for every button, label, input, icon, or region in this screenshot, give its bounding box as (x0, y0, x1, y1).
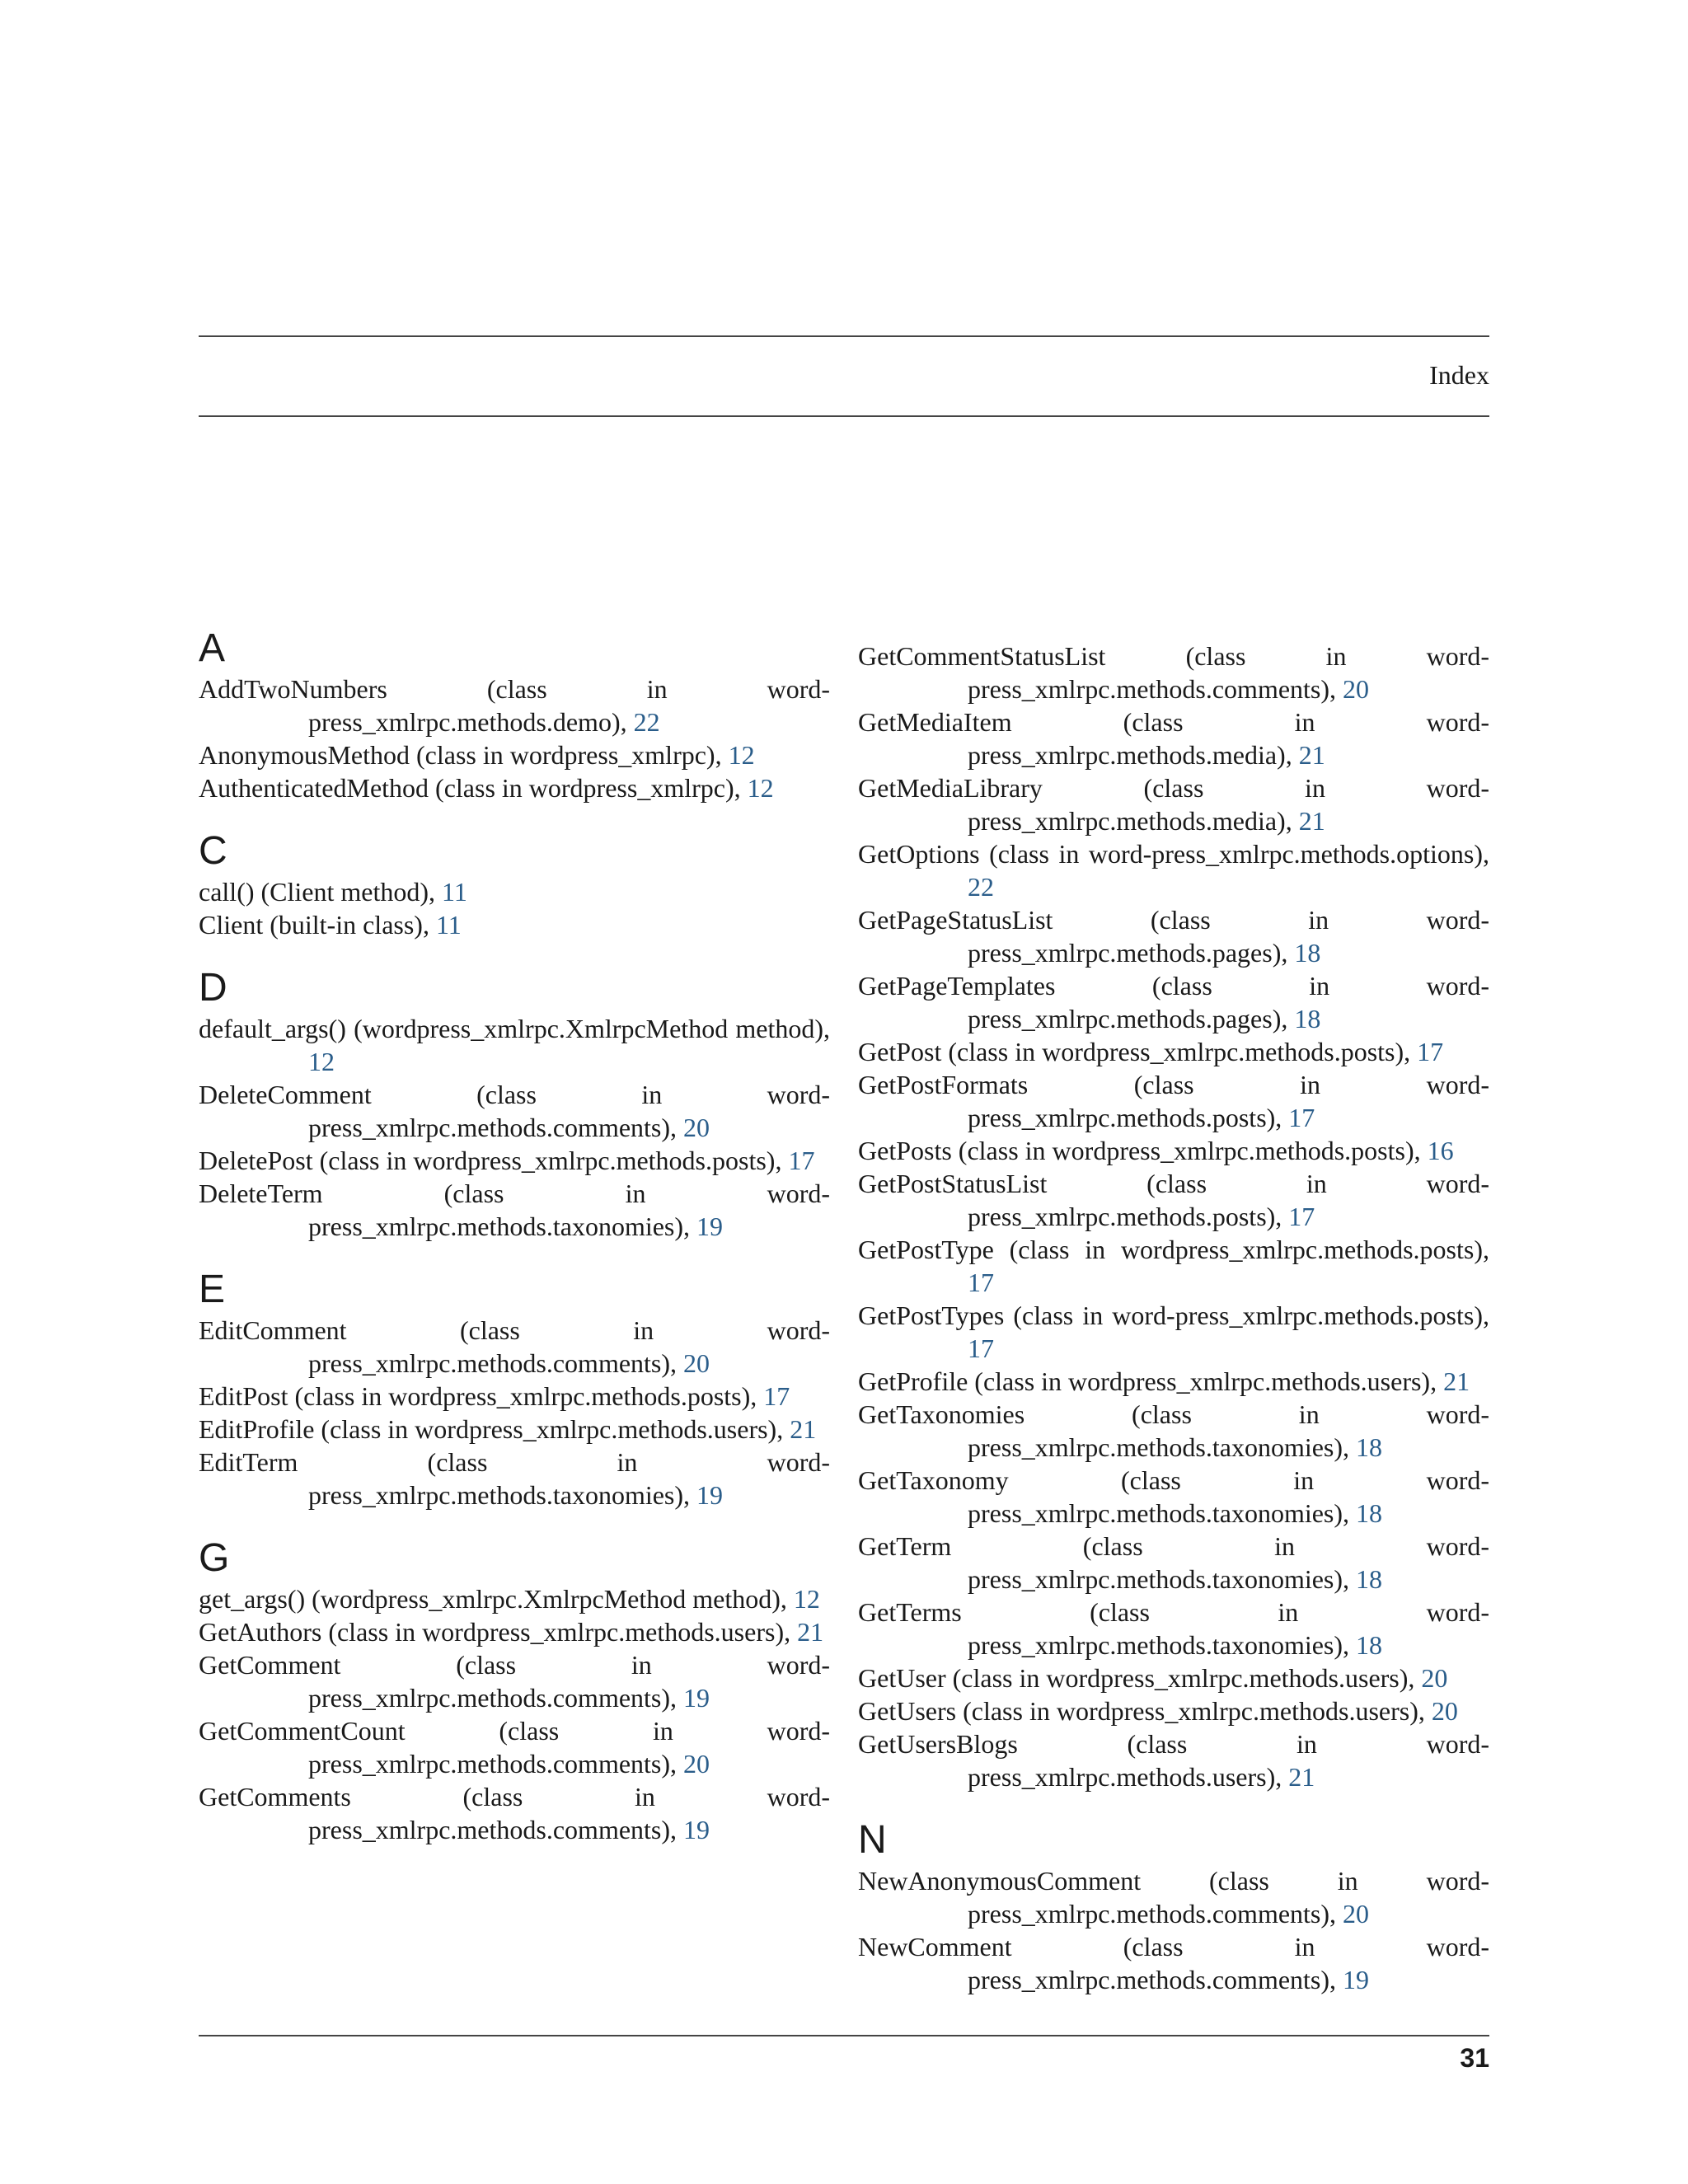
index-entry-text: GetTerm (class in word-press_xmlrpc.methods.taxonomies), (858, 1531, 1489, 1594)
index-letter-heading: D (199, 966, 227, 1010)
index-entry-text: GetMediaLibrary (class in word-press_xmlrpc.methods.media), (858, 773, 1489, 836)
index-page-link[interactable]: 11 (442, 877, 467, 907)
index-entry (858, 903, 1489, 969)
header-rule-bottom (199, 415, 1489, 417)
index-entry-text: GetPageStatusList (class in word-press_xmlrpc.methods.pages), (858, 905, 1489, 968)
index-entry-text: GetPosts (class in wordpress_xmlrpc.methods.posts), (858, 1136, 1428, 1165)
index-entry (199, 1780, 830, 1846)
header-rule-top (199, 335, 1489, 337)
index-page-link[interactable]: 18 (1356, 1630, 1383, 1660)
index-entry-text: GetMediaItem (class in word-press_xmlrpc.methods.media), (858, 707, 1489, 770)
index-entry-text: EditTerm (class in word-press_xmlrpc.methods.taxonomies), (199, 1447, 830, 1510)
index-entry (858, 1661, 1489, 1694)
index-page-link[interactable]: 20 (1343, 674, 1370, 704)
index-page-link[interactable]: 20 (683, 1113, 710, 1142)
index-entry (199, 1078, 830, 1144)
index-entry (199, 1714, 830, 1780)
index-entry (199, 1380, 830, 1413)
index-entry (858, 1596, 1489, 1661)
index-entry-text: GetCommentCount (class in word-press_xmlrpc.methods.comments), (199, 1716, 830, 1779)
index-entry-text: default_args() (wordpress_xmlrpc.XmlrpcMethod method), (199, 1014, 830, 1043)
index-entry-text: Client (built-in class), (199, 910, 436, 940)
index-page-link[interactable]: 19 (1343, 1965, 1370, 1994)
index-entry (858, 705, 1489, 771)
index-entry (199, 1413, 830, 1446)
index-page-link[interactable]: 17 (968, 1268, 994, 1297)
index-entry (858, 1233, 1489, 1299)
index-letter-heading: N (858, 1818, 887, 1862)
index-page-link[interactable]: 17 (968, 1333, 994, 1363)
index-page-link[interactable]: 21 (1298, 806, 1325, 836)
index-entry (199, 1177, 830, 1243)
index-entry (199, 771, 830, 804)
index-page-link[interactable]: 18 (1356, 1564, 1383, 1594)
index-entry (858, 640, 1489, 705)
index-page-link[interactable]: 19 (683, 1815, 710, 1844)
index-entry (858, 771, 1489, 837)
index-entry (858, 1530, 1489, 1596)
index-entry-text: EditPost (class in wordpress_xmlrpc.methods.posts), (199, 1381, 764, 1411)
index-page-link[interactable]: 22 (968, 872, 994, 902)
index-entry-text: AnonymousMethod (class in wordpress_xmlrpc), (199, 740, 729, 770)
running-header-title: Index (1429, 360, 1489, 390)
index-group (199, 625, 830, 804)
index-page-link[interactable]: 20 (1431, 1696, 1458, 1726)
index-group (199, 1535, 830, 1846)
index-page-link[interactable]: 18 (1294, 1004, 1321, 1033)
index-page-link[interactable]: 17 (763, 1381, 790, 1411)
index-entry (199, 738, 830, 771)
index-entry-text: GetPostTypes (class in word-press_xmlrpc.methods.posts), (858, 1301, 1489, 1330)
index-entry-text: GetComment (class in word-press_xmlrpc.methods.comments), (199, 1650, 830, 1713)
index-entry (858, 969, 1489, 1035)
index-entry-text: call() (Client method), (199, 877, 443, 907)
index-column-right (858, 640, 1489, 2019)
index-letter-heading: C (199, 829, 227, 873)
index-entry-text: GetUsers (class in wordpress_xmlrpc.methods.users), (858, 1696, 1432, 1726)
index-entry (199, 908, 830, 941)
index-entry (199, 1648, 830, 1714)
index-page-link[interactable]: 18 (1294, 938, 1321, 968)
index-entry-text: DeleteTerm (class in word-press_xmlrpc.methods.taxonomies), (199, 1179, 830, 1241)
index-letter-heading: G (199, 1536, 230, 1580)
index-page-link[interactable]: 18 (1356, 1498, 1383, 1528)
index-page-link[interactable]: 21 (790, 1414, 817, 1444)
index-entry-text: NewAnonymousComment (class in word-press_xmlrpc.methods.comments), (858, 1866, 1489, 1929)
index-entry (858, 1930, 1489, 1996)
index-entry-text: GetComments (class in word-press_xmlrpc.methods.comments), (199, 1782, 830, 1844)
index-entry (199, 1615, 830, 1648)
index-entry (858, 1694, 1489, 1727)
index-entry-text: DeleteComment (class in word-press_xmlrpc.methods.comments), (199, 1080, 830, 1142)
index-page-link[interactable]: 12 (308, 1047, 335, 1076)
index-page-link[interactable]: 21 (1288, 1762, 1315, 1792)
index-entry (199, 1012, 830, 1078)
index-page-link[interactable]: 17 (1288, 1202, 1315, 1231)
index-page-link[interactable]: 12 (747, 773, 774, 803)
index-entry (858, 1299, 1489, 1365)
index-column-left (199, 625, 830, 1869)
index-entry-text: DeletePost (class in wordpress_xmlrpc.methods.posts), (199, 1146, 789, 1175)
index-entry-text: GetTaxonomies (class in word-press_xmlrpc.methods.taxonomies), (858, 1399, 1489, 1462)
index-entry-text: GetAuthors (class in wordpress_xmlrpc.methods.users), (199, 1617, 798, 1647)
index-page-link[interactable]: 17 (1417, 1037, 1444, 1066)
index-entry (858, 1864, 1489, 1930)
index-page-link[interactable]: 21 (797, 1617, 824, 1647)
index-group (858, 640, 1489, 1793)
index-entry-text: GetPost (class in wordpress_xmlrpc.methods.posts), (858, 1037, 1418, 1066)
index-entry (858, 837, 1489, 903)
index-page-link[interactable]: 22 (633, 707, 660, 737)
index-entry (858, 1727, 1489, 1793)
index-page-link[interactable]: 16 (1427, 1136, 1454, 1165)
index-group (199, 964, 830, 1243)
index-entry-text: GetPostFormats (class in word-press_xmlrpc.methods.posts), (858, 1070, 1489, 1132)
index-entry (199, 875, 830, 908)
index-page-link[interactable]: 21 (1443, 1366, 1470, 1396)
index-page-link[interactable]: 12 (728, 740, 755, 770)
index-entry (858, 1035, 1489, 1068)
index-entry-text: NewComment (class in word-press_xmlrpc.methods.comments), (858, 1932, 1489, 1994)
index-entry-text: GetPostStatusList (class in word-press_xmlrpc.methods.posts), (858, 1169, 1489, 1231)
index-entry-text: GetProfile (class in wordpress_xmlrpc.methods.users), (858, 1366, 1444, 1396)
index-entry-text: GetUser (class in wordpress_xmlrpc.methods.users), (858, 1663, 1422, 1693)
index-page-link[interactable]: 17 (788, 1146, 815, 1175)
index-entry-text: GetPostType (class in wordpress_xmlrpc.methods.posts), (858, 1235, 1489, 1264)
page-number: 31 (1460, 2043, 1489, 2073)
index-page-link[interactable]: 21 (1298, 740, 1325, 770)
index-letter-heading: A (199, 626, 226, 670)
index-page-link[interactable]: 20 (1421, 1663, 1448, 1693)
index-entry-text: GetPageTemplates (class in word-press_xmlrpc.methods.pages), (858, 971, 1489, 1033)
index-entry-text: GetUsersBlogs (class in word-press_xmlrpc.methods.users), (858, 1729, 1489, 1792)
footer-rule (199, 2035, 1489, 2036)
index-entry-text: get_args() (wordpress_xmlrpc.XmlrpcMethod method), (199, 1584, 794, 1614)
index-entry-text: GetOptions (class in word-press_xmlrpc.methods.options), (858, 839, 1489, 869)
index-page-link[interactable]: 19 (683, 1683, 710, 1713)
index-letter-heading: E (199, 1268, 226, 1311)
index-group (858, 1816, 1489, 1996)
index-entry (858, 1365, 1489, 1398)
index-entry-text: AuthenticatedMethod (class in wordpress_xmlrpc), (199, 773, 748, 803)
index-page-link[interactable]: 17 (1288, 1103, 1315, 1132)
index-entry (858, 1464, 1489, 1530)
index-entry-text: EditProfile (class in wordpress_xmlrpc.methods.users), (199, 1414, 790, 1444)
index-group (199, 827, 830, 941)
index-page-link[interactable]: 11 (435, 910, 462, 940)
index-group (199, 1266, 830, 1511)
index-entry (199, 1446, 830, 1511)
index-entry (858, 1134, 1489, 1167)
index-page-link[interactable]: 19 (696, 1480, 724, 1510)
index-page-link[interactable]: 20 (683, 1348, 710, 1378)
index-entry-text: GetCommentStatusList (class in word-press_xmlrpc.methods.comments), (858, 641, 1489, 704)
index-entry-text: EditComment (class in word-press_xmlrpc.methods.comments), (199, 1315, 830, 1378)
index-entry (199, 1144, 830, 1177)
index-page-link[interactable]: 20 (683, 1749, 710, 1779)
index-entry-text: AddTwoNumbers (class in word-press_xmlrpc.methods.demo), (199, 674, 830, 737)
index-entry (199, 673, 830, 738)
index-entry (858, 1068, 1489, 1134)
index-entry (858, 1398, 1489, 1464)
index-page-link[interactable]: 20 (1343, 1899, 1370, 1929)
index-page-link[interactable]: 18 (1356, 1432, 1383, 1462)
index-page-link[interactable]: 12 (793, 1584, 820, 1614)
index-entry-text: GetTaxonomy (class in word-press_xmlrpc.methods.taxonomies), (858, 1465, 1489, 1528)
index-entry (199, 1582, 830, 1615)
index-entry-text: GetTerms (class in word-press_xmlrpc.methods.taxonomies), (858, 1597, 1489, 1660)
index-entry (858, 1167, 1489, 1233)
index-page-link[interactable]: 19 (696, 1212, 724, 1241)
index-entry (199, 1314, 830, 1380)
